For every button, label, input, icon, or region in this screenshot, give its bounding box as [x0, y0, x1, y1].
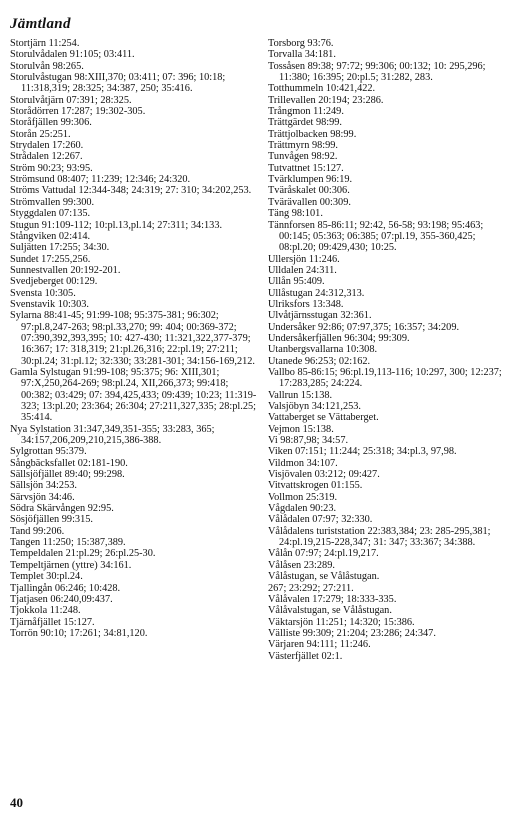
- index-entry: Tvärävallen 00:309.: [268, 196, 351, 208]
- index-entry: Utanede 96:253; 02:162.: [268, 355, 371, 367]
- index-column-right: [268, 38, 514, 662]
- index-entry: Värjaren 94:111; 11:246.: [268, 639, 371, 651]
- index-entry: Styggdalen 07:135.: [10, 208, 91, 220]
- index-entry: Tännforsen 85-86:11; 92:42, 56-58; 93:198; 95:463; 00:145; 05:363; 06:385; 07:pl.19, 355-360,425; 08:pl.20; 09:429,430; 10:25.: [268, 219, 484, 254]
- index-entry: Täng 98:101.: [268, 208, 323, 220]
- index-entry: Nya Sylstation 31:347,349,351-355; 33:283, 365; 34:157,206,209,210,215,386-388.: [10, 423, 215, 447]
- index-entry: Vålån 07:97; 24:pl.19,217.: [268, 548, 379, 560]
- index-entry: Vallrun 15:138.: [268, 389, 333, 401]
- index-entry: Gamla Sylstugan 91:99-108; 95:375; 96: XIII,301; 97:X,250,264-269; 98:pl.24, XII,266,373; 99:418; 00:382; 03:429; 07: 394,425,433; 09:439; 10:23; 11:319-323; 13:pl.20; 23:364; 26:304; 27:211,327,335; 28:pl.25; 35:414.: [10, 366, 257, 424]
- index-entry: Tjallingån 06:246; 10:428.: [10, 582, 121, 594]
- index-entry: Torvalla 34:181.: [268, 49, 336, 61]
- index-entry: Vålåstugan, se Vålåstugan.: [268, 571, 380, 583]
- index-entry: 267; 23:292; 27:211.: [268, 582, 354, 594]
- index-entry: Sylarna 88:41-45; 91:99-108; 95:375-381; 96:302; 97:pl.8,247-263; 98:pl.33,270; 99: 404; 00:369-372; 07:390,392,393,395; 10: 427-430; 11:321,322,377-379; 16:367; 17: 318,319; 21:pl.26,316; 22:pl.19; 27:211; 30:pl.24; 31:pl.12; 32:330; 33:281-301; 34:156-169,212.: [10, 310, 255, 367]
- index-entry: Torsborg 93:76.: [268, 38, 334, 49]
- index-entry: Trättgärdet 98:99.: [268, 117, 342, 129]
- index-entry: Vålåsen 23:289.: [268, 559, 335, 571]
- index-entry: Svensta 10:305.: [10, 287, 76, 299]
- index-entry: Vi 98:87,98; 34:57.: [268, 435, 349, 447]
- index-entry: Utanbergsvallarna 10:308.: [268, 344, 378, 356]
- index-entry: Strömsund 08:407; 11:239; 12:346; 24:320.: [10, 174, 191, 186]
- index-entry: Undersåker 92:86; 07:97,375; 16:357; 34:209.: [268, 321, 460, 333]
- index-entry: Sösjöfjällen 99:315.: [10, 514, 93, 526]
- index-entry: Valsjöbyn 34:121,253.: [268, 401, 361, 412]
- index-entry: Sunnestvallen 20:192-201.: [10, 264, 121, 276]
- index-entry: Sångbäcksfallet 02:181-190.: [10, 457, 128, 469]
- index-entry: Ullån 95:409.: [268, 276, 325, 288]
- index-entry: Vågdalen 90:23.: [268, 503, 337, 515]
- index-entry: Vejmon 15:138.: [268, 423, 334, 435]
- index-entry: Tjatjasen 06:240,09:437.: [10, 593, 113, 605]
- index-entry: Storulvådalen 91:105; 03:411.: [10, 49, 135, 61]
- index-entry: Trättmyrn 98:99.: [268, 140, 338, 152]
- index-entry: Västerfjället 02:1.: [268, 650, 343, 662]
- index-entry: Trättjolbacken 98:99.: [268, 128, 357, 140]
- index-entry: Ström 90:23; 93:95.: [10, 162, 93, 174]
- index-entry: Tjokkola 11:248.: [10, 605, 81, 617]
- index-entry: Tempeldalen 21:pl.29; 26:pl.25-30.: [10, 548, 156, 560]
- index-entry: Stugun 91:109-112; 10:pl.13,pl.14; 27:311; 34:133.: [10, 219, 223, 231]
- index-entry: Suljätten 17:255; 34:30.: [10, 242, 110, 254]
- index-entry: Ströms Vattudal 12:344-348; 24:319; 27: 310; 34:202,253.: [10, 185, 252, 197]
- index-entry: Visjövalen 03:212; 09:427.: [268, 469, 380, 481]
- index-entry: Viken 07:151; 11:244; 25:318; 34:pl.3, 97,98.: [268, 446, 457, 458]
- index-entry: Tutvattnet 15:127.: [268, 162, 344, 174]
- index-entry: Vålådalen 07:97; 32:330.: [268, 514, 373, 526]
- index-entry: Strådalen 12:267.: [10, 151, 83, 163]
- index-entry: Storån 25:251.: [10, 128, 71, 140]
- index-entry: Tunvågen 98:92.: [268, 151, 338, 163]
- index-column-left: [10, 38, 258, 639]
- index-entry: Ullersjön 11:246.: [268, 253, 340, 265]
- index-entry: Vollmon 25:319.: [268, 491, 338, 503]
- index-entry: Ulvåtjärnsstugan 32:361.: [268, 310, 372, 322]
- index-entry: Storulvån 98:265.: [10, 60, 84, 72]
- index-entry: Storåfjällen 99:306.: [10, 117, 92, 129]
- page-number: 40: [10, 795, 23, 810]
- index-entry: Välliste 99:309; 21:204; 23:286; 24:347.: [268, 627, 436, 639]
- index-entry: Trillevallen 20:194; 23:286.: [268, 94, 384, 106]
- index-entry: Stångviken 02:414.: [10, 230, 91, 242]
- index-entry: Svenstavik 10:303.: [10, 298, 89, 310]
- index-entry: Tossåsen 89:38; 97:72; 99:306; 00:132; 10: 295,296; 11:380; 16:395; 20:pl.5; 31:282, 283.: [268, 60, 486, 84]
- index-entry: Sällsjöfjället 89:40; 99:298.: [10, 469, 125, 481]
- index-entry: Tempeltjärnen (yttre) 34:161.: [10, 559, 132, 571]
- index-entry: Ulldalen 24:311.: [268, 264, 337, 276]
- index-entry: Sundet 17:255,256.: [10, 253, 91, 265]
- index-entry: Storådörren 17:287; 19:302-305.: [10, 106, 146, 118]
- index-entry: Södra Skärvången 92:95.: [10, 503, 114, 515]
- index-entry: Torrön 90:10; 17:261; 34:81,120.: [10, 627, 148, 639]
- index-entry: Stortjärn 11:254.: [10, 38, 80, 49]
- index-entry: Tväråskalet 00:306.: [268, 185, 350, 197]
- index-entry: Strydalen 17:260.: [10, 140, 84, 152]
- index-entry: Ullåstugan 24:312,313.: [268, 287, 365, 299]
- index-entry: Särvsjön 34:46.: [10, 491, 75, 503]
- index-entry: Templet 30:pl.24.: [10, 571, 83, 583]
- index-entry: Vallbo 85-86:15; 96:pl.19,113-116; 10:297, 300; 12:237; 17:283,285; 24:224.: [268, 366, 502, 390]
- index-entry: Vålådalens turiststation 22:383,384; 23: 285-295,381; 24:pl.19,215-228,347; 31: 347; 33:367; 34:388.: [268, 525, 491, 549]
- index-entry: Väktarsjön 11:251; 14:320; 15:386.: [268, 616, 415, 628]
- index-entry: Ulriksfors 13:348.: [268, 298, 344, 310]
- index-entry: Vildmon 34:107.: [268, 457, 338, 469]
- index-entry: Vålåvalen 17:279; 18:333-335.: [268, 593, 397, 605]
- index-entry: Storulvåstugan 98:XIII,370; 03:411; 07: 396; 10:18; 11:318,319; 28:325; 34:387, 250; 35:416.: [10, 72, 226, 95]
- index-entry: Vattaberget se Vättaberget.: [268, 412, 379, 424]
- index-entry: Storulvåtjärn 07:391; 28:325.: [10, 94, 132, 106]
- index-entry: Totthummeln 10:421,422.: [268, 83, 376, 95]
- index-entry: Sällsjön 34:253.: [10, 480, 77, 492]
- index-entry: Undersåkerfjällen 96:304; 99:309.: [268, 332, 410, 344]
- index-entry: Tjärnåfjället 15:127.: [10, 616, 95, 628]
- index-entry: Trångmon 11:249.: [268, 106, 344, 118]
- index-entry: Vitvattskrogen 01:155.: [268, 480, 363, 492]
- section-title: Jämtland: [10, 16, 71, 32]
- index-entry: Svedjeberget 00:129.: [10, 276, 98, 288]
- index-entry: Tangen 11:250; 15:387,389.: [10, 537, 126, 549]
- index-entry: Vålåvalstugan, se Vålåstugan.: [268, 605, 392, 617]
- index-entry: Tand 99:206.: [10, 525, 65, 537]
- index-entry: Sylgrottan 95:379.: [10, 446, 87, 458]
- index-entry: Tvärklumpen 96:19.: [268, 174, 353, 186]
- index-entry: Strömvallen 99:300.: [10, 196, 95, 208]
